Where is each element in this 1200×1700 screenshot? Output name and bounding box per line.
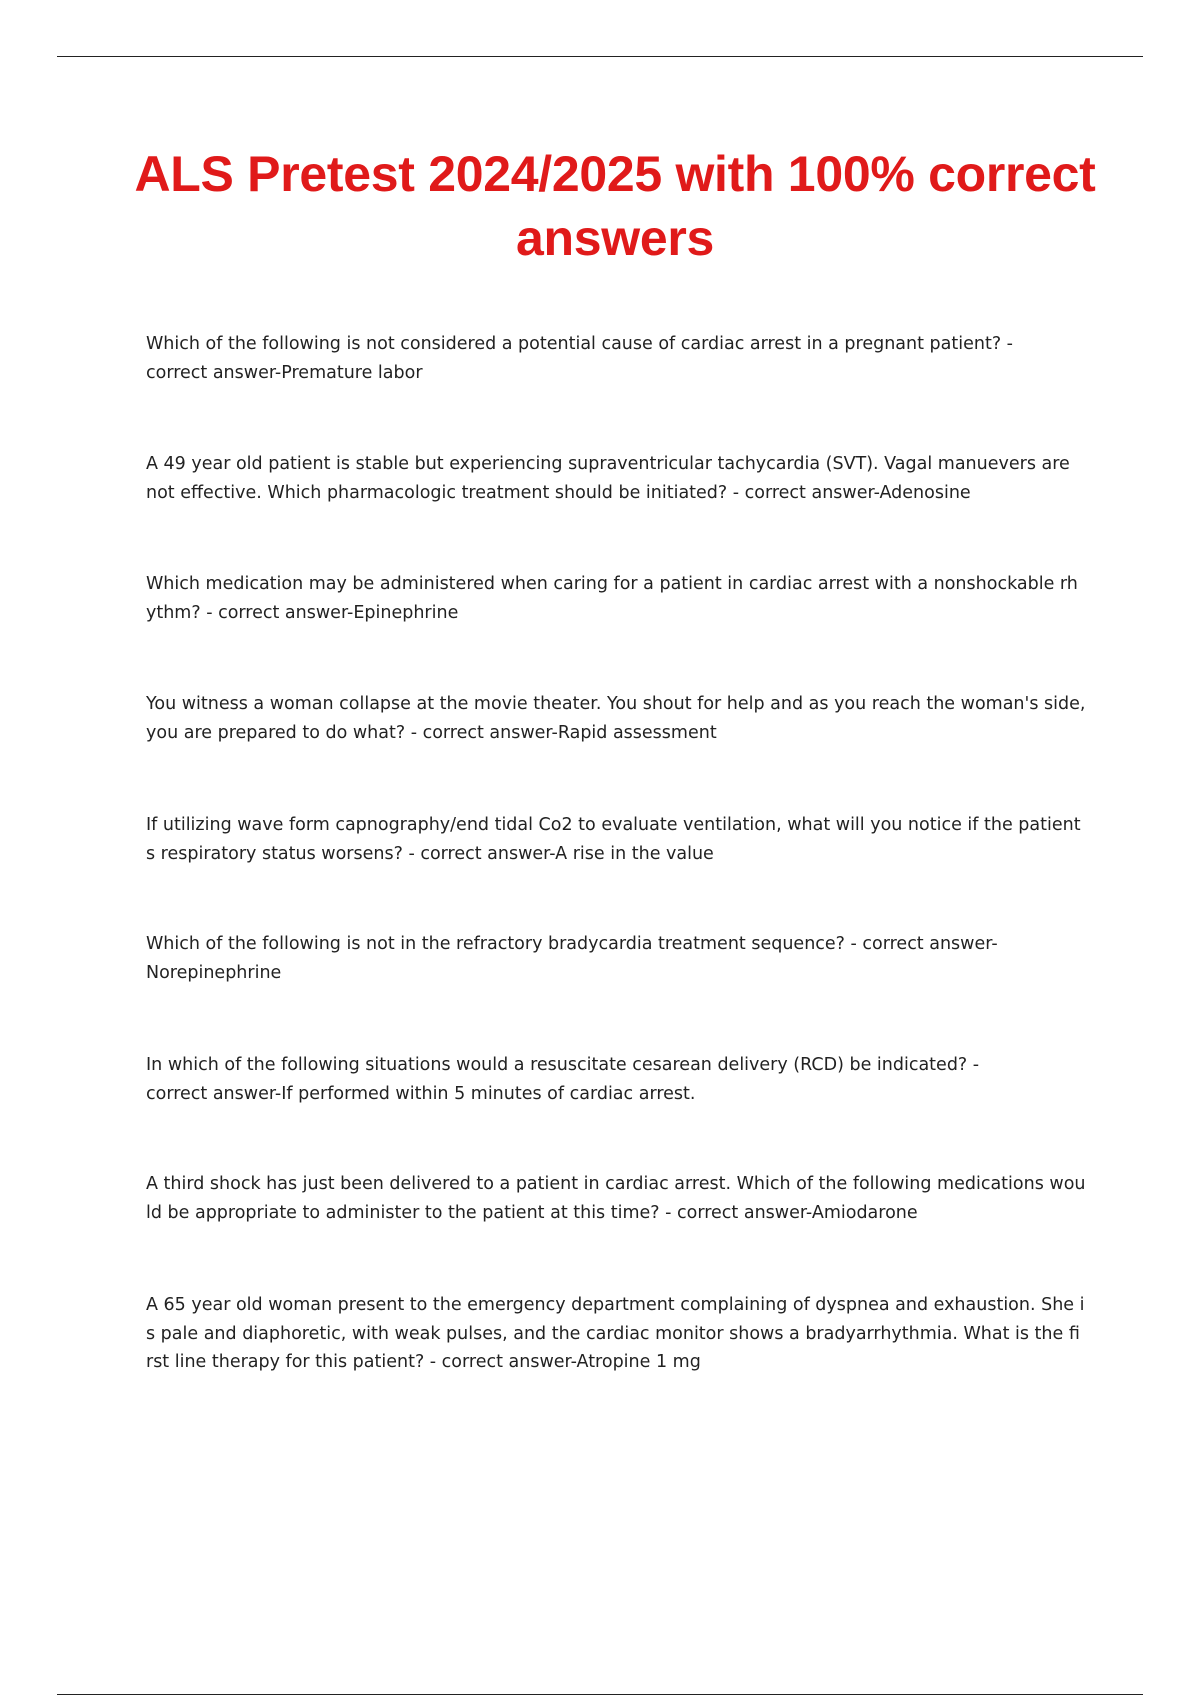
question-text: Which of the following is not considered a potential cause of cardiac arrest in a pregnant patient? - — [146, 334, 1013, 354]
answer-text: Norepinephrine — [146, 962, 282, 983]
qa-item-2 — [146, 450, 1086, 507]
answer-text: - correct answer-Rapid assessment — [405, 722, 717, 743]
answer-text: correct answer-Premature labor — [146, 362, 423, 383]
qa-item-9 — [146, 1291, 1086, 1377]
qa-item-4 — [146, 690, 1086, 747]
question-text: A 49 year old patient is stable but experiencing supraventricular tachycardia (SVT). Vagal manuevers are not effective. Which pharmacologic treatment should be initiated? — [146, 454, 1070, 503]
answer-text: - correct answer-Atropine 1 mg — [424, 1352, 701, 1372]
qa-item-7 — [146, 1051, 1086, 1108]
answer-text: - correct answer-Amiodarone — [659, 1202, 918, 1223]
question-text: A 65 year old woman present to the emergency department complaining of dyspnea and exhaustion. She is pale and diaphoretic, with weak pulses, and the cardiac monitor shows a bradyarrhythmia. What is the first line therapy for this patient? — [146, 1295, 1085, 1372]
qa-item-8 — [146, 1170, 1086, 1227]
answer-text: - correct answer-Epinephrine — [200, 602, 459, 623]
document-title: ALS Pretest 2024/2025 with 100% correct answers — [134, 146, 1096, 266]
top-rule — [57, 56, 1143, 57]
question-text: Which medication may be administered when caring for a patient in cardiac arrest with a nonshockable rhythm? — [146, 574, 1078, 623]
qa-item-1 — [146, 330, 1086, 387]
question-text: If utilizing wave form capnography/end tidal Co2 to evaluate ventilation, what will you notice if the patients respiratory status worsens? — [146, 815, 1081, 864]
question-text: Which of the following is not in the refractory bradycardia treatment sequence? - correct answer- — [146, 934, 998, 954]
answer-text: - correct answer-A rise in the value — [402, 843, 714, 864]
question-text: A third shock has just been delivered to a patient in cardiac arrest. Which of the following medications would be appropriate to administer to the patient at this time? — [146, 1174, 1086, 1223]
qa-item-3 — [146, 570, 1086, 627]
question-text: In which of the following situations would a resuscitate cesarean delivery (RCD) be indicated? - — [146, 1055, 980, 1075]
question-text: You witness a woman collapse at the movie theater. You shout for help and as you reach the woman's side, you are prepared to do what? — [146, 694, 1086, 743]
qa-item-5 — [146, 811, 1086, 868]
bottom-rule — [57, 1694, 1143, 1695]
qa-item-6 — [146, 930, 1086, 987]
answer-text: - correct answer-Adenosine — [727, 482, 971, 503]
answer-text: correct answer-If performed within 5 minutes of cardiac arrest. — [146, 1083, 696, 1104]
